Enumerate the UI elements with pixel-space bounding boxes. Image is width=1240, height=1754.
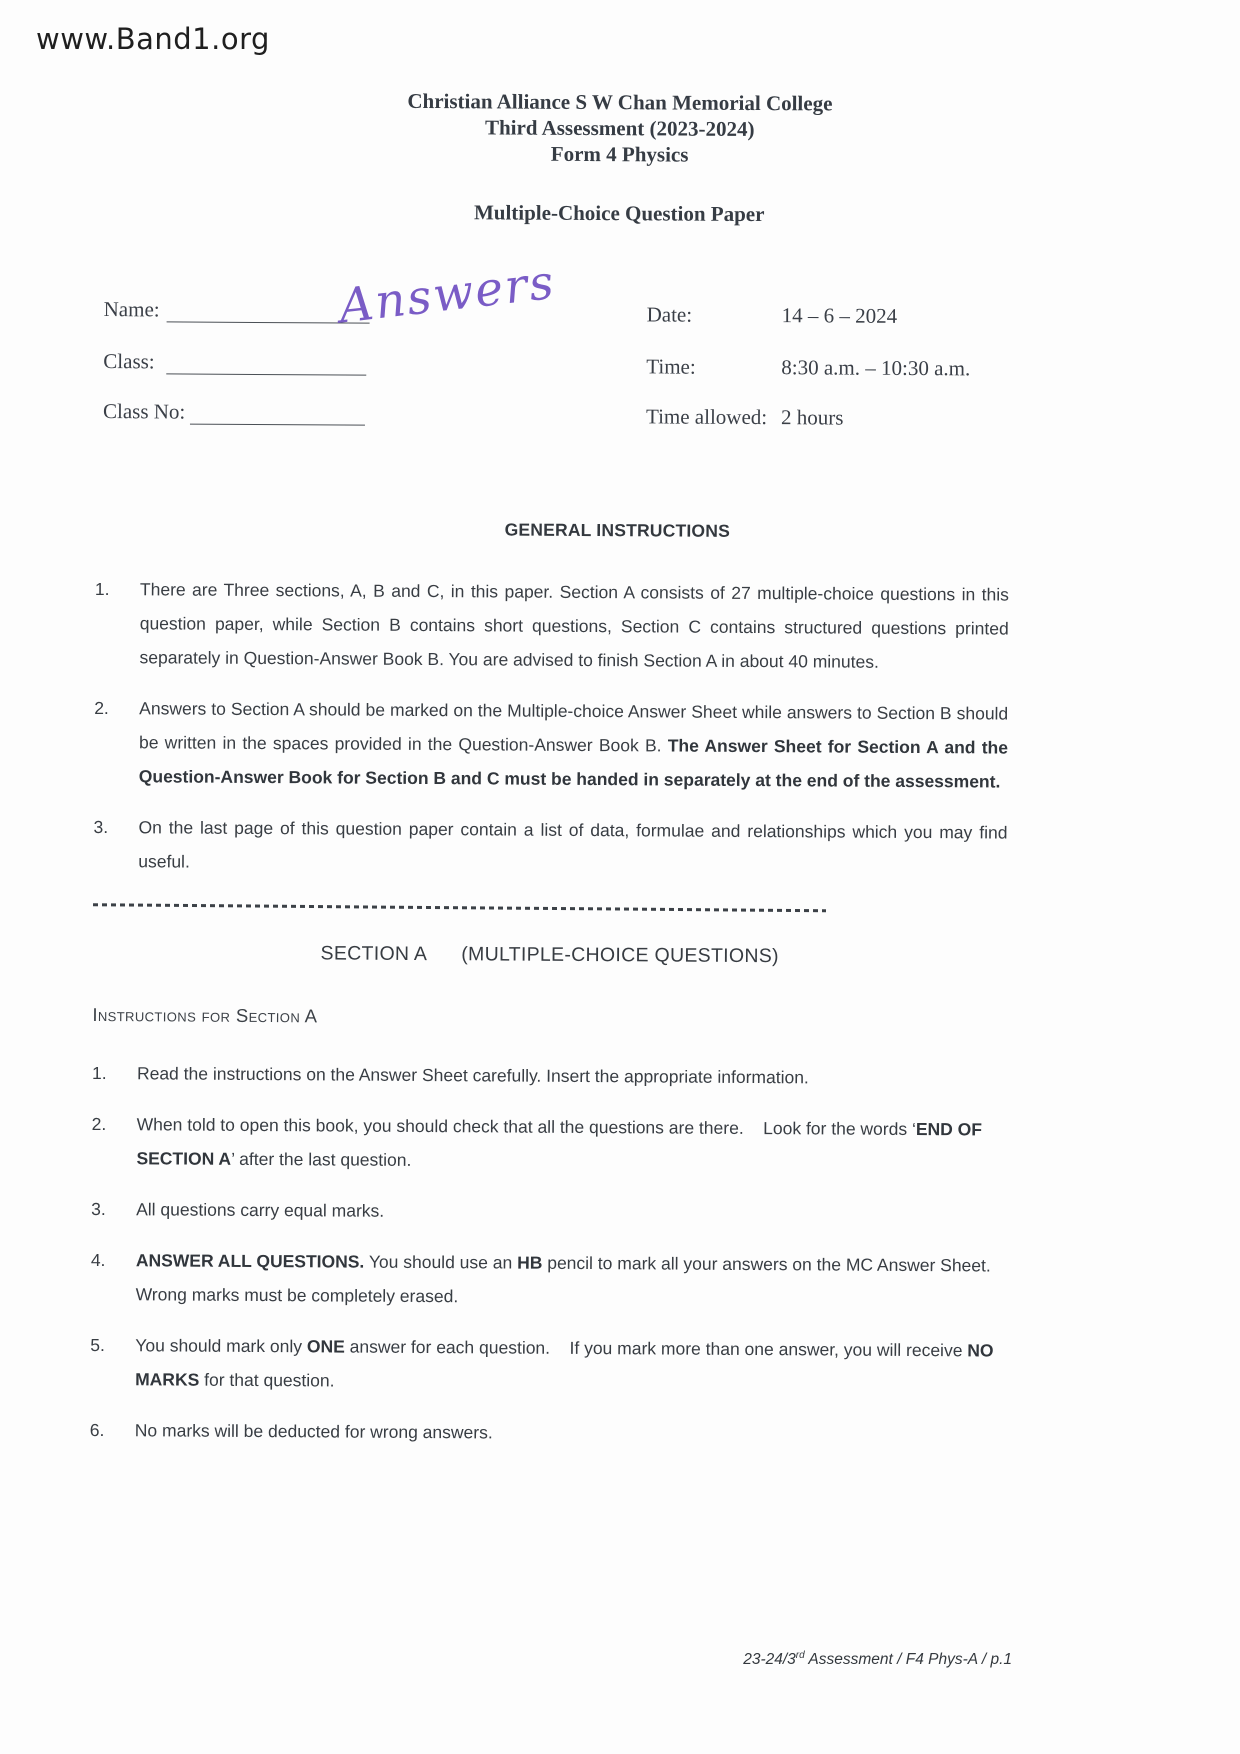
instructions-for-section-a-heading: Instructions for Section A [92,1003,318,1027]
time-allowed-label: Time allowed: [645,404,768,430]
name-blank-line [167,301,370,323]
class-label: Class: [103,349,155,374]
item-number: 5. [90,1334,106,1356]
item-text: No marks will be deducted for wrong answers. [134,1420,493,1443]
time-allowed-value: 2 hours [780,405,844,430]
class-blank-line [166,353,366,375]
item-text: ANSWER ALL QUESTIONS. You should use an HB pencil to mark all your answers on the MC Answer Sheet. Wrong marks must be completely erased. [135,1250,996,1307]
dashed-divider [93,903,826,912]
time-value: 8:30 a.m. – 10:30 a.m. [781,355,971,381]
item-number: 6. [89,1419,105,1441]
list-item [91,1192,1005,1232]
class-field [166,349,366,375]
assessment-title: Third Assessment (2023-2024) [484,115,755,142]
watermark: www.Band1.org [36,22,270,56]
item-number: 1. [94,578,110,600]
item-text: There are Three sections, A, B and C, in this paper. Section A consists of 27 multiple-choice questions in this question paper, while Section B contains short questions, Section C contains structured questions printed separately in Question-Answer Book B. You are advised to finish Section A in about 40 minutes. [139,579,1014,672]
paper-title: Multiple-Choice Question Paper [473,200,765,227]
general-instructions-list [93,572,1014,884]
subject-title: Form 4 Physics [550,141,689,167]
date-label: Date: [646,302,693,327]
item-text: When told to open this book, you should check that all the questions are there. Look for the words ‘END OF SECTION A’ after the last question. [136,1114,987,1170]
list-item [90,1413,1004,1453]
section-a-heading [93,941,1007,970]
item-number: 1. [91,1062,107,1084]
item-text: All questions carry equal marks. [136,1199,385,1221]
general-instructions-heading: GENERAL INSTRUCTIONS [504,519,731,541]
handwritten-name: Answers [336,254,559,335]
name-field [167,254,559,335]
item-number: 2. [91,1113,107,1135]
class-no-field [190,400,365,426]
time-label: Time: [646,354,696,379]
class-no-blank-line [190,404,365,426]
school-name: Christian Alliance S W Chan Memorial College [407,88,833,116]
list-item [94,691,1014,799]
list-item [93,810,1013,884]
document-header [0,85,1240,171]
item-text: You should mark only ONE answer for each question. If you mark more than one answer, you will receive NO MARKS for that question. [135,1335,999,1391]
item-number: 3. [93,816,109,838]
item-text: Answers to Section A should be marked on the Multiple-choice Answer Sheet while answers to Section B should be written in the spaces provided in the Question-Answer Book B. The Answer Sheet for Section A and the Question-Answer Book for Section B and C must be handed in separately at the end of the assessment. [138,698,1014,792]
name-label: Name: [103,297,160,322]
list-item [90,1328,1004,1402]
class-no-label: Class No: [102,399,186,424]
list-item [92,1056,1006,1096]
date-value: 14 – 6 – 2024 [781,303,898,328]
list-item [94,572,1014,680]
section-a-label: SECTION A [320,942,428,966]
item-number: 2. [94,697,109,719]
candidate-info-form [0,254,1239,462]
item-text: Read the instructions on the Answer Sheet carefully. Insert the appropriate information. [136,1063,809,1088]
section-a-instructions-list [90,1056,1006,1453]
item-number: 3. [91,1198,106,1220]
list-item [91,1107,1005,1181]
item-text: On the last page of this question paper contain a list of data, formulae and relationships which you may find useful. [138,817,1013,872]
item-number: 4. [90,1249,106,1271]
section-a-subtitle: (MULTIPLE-CHOICE QUESTIONS) [461,943,779,968]
page-footer: 23-24/3rd Assessment / F4 Phys-A / p.1 [743,1650,1012,1669]
list-item [91,1243,1005,1317]
